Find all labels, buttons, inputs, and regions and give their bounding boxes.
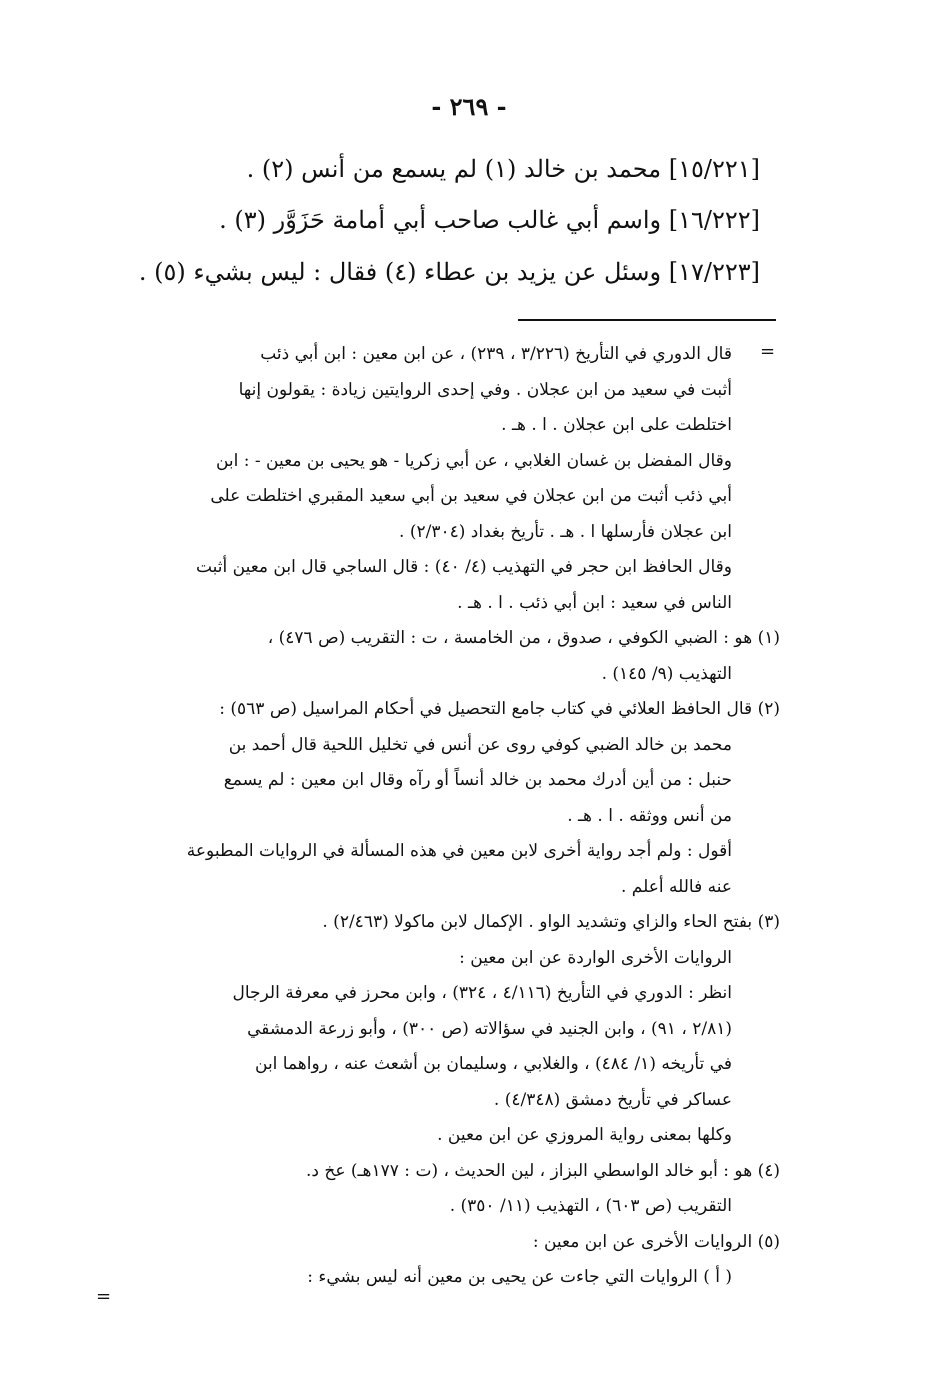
footnote-line: ابن عجلان فأرسلها ا . هـ . تأريخ بغداد (٢/٣٠٤) .	[399, 521, 732, 542]
footnote-line: (٢) قال الحافظ العلائي في كتاب جامع التحصيل في أحكام المراسيل (ص ٥٦٣) :	[219, 699, 780, 719]
footnote-line: عنه فالله أعلم .	[620, 876, 732, 897]
footnote-line: الروايات الأخرى الواردة عن ابن معين :	[459, 947, 732, 968]
main-text-line-1: [١٥/٢٢١] محمد بن خالد (١) لم يسمع من أنس (٢) .	[246, 155, 760, 183]
footnote-line: انظر : الدوري في التأريخ (٤/١١٦ ، ٣٢٤) ، وابن محرز في معرفة الرجال	[232, 983, 732, 1003]
footnote-line: (٥) الروايات الأخرى عن ابن معين :	[532, 1231, 780, 1252]
footnote-line: في تأريخه (١/ ٤٨٤) ، والغلابي ، وسليمان بن أشعث عنه ، رواهما ابن	[255, 1054, 732, 1074]
footnote-line: (١) هو : الضبي الكوفي ، صدوق ، من الخامسة ، ت : التقريب (ص ٤٧٦) ،	[267, 628, 780, 648]
footnotes	[92, 337, 780, 1296]
footnote-line: أقول : ولم أجد رواية أخرى لابن معين في هذه المسألة في الروايات المطبوعة	[186, 841, 732, 861]
main-text-line-3: [١٧/٢٢٣] وسئل عن يزيد بن عطاء (٤) فقال : ليس بشيء (٥) .	[138, 258, 760, 286]
footnote-line: وقال الحافظ ابن حجر في التهذيب (٤/ ٤٠) : قال الساجي قال ابن معين أثبت	[195, 557, 732, 577]
continuation-mark-bottom: =	[96, 1286, 112, 1307]
footnote-line: ( أ ) الروايات التي جاءت عن يحيى بن معين أنه ليس بشيء :	[307, 1267, 732, 1287]
footnote-line: الناس في سعيد : ابن أبي ذئب . ا . هـ .	[457, 592, 732, 613]
footnote-line: (٣) بفتح الحاء والزاي وتشديد الواو . الإكمال لابن ماكولا (٢/٤٦٣) .	[322, 912, 780, 932]
footnote-line: التقريب (ص ٦٠٣) ، التهذيب (١١/ ٣٥٠) .	[449, 1196, 732, 1216]
footnote-line: (٤) هو : أبو خالد الواسطي البزاز ، لين الحديث ، (ت : ١٧٧هـ) عخ د.	[306, 1160, 780, 1181]
footnote-line: حنبل : من أين أدرك محمد بن خالد أنساً أو رآه وقال ابن معين : لم يسمع	[223, 770, 732, 790]
footnote-line: وقال المفضل بن غسان الغلابي ، عن أبي زكريا - هو يحيى بن معين - : ابن	[215, 450, 732, 471]
main-text-line-2: [١٦/٢٢٢] واسم أبي غالب صاحب أبي أمامة حَزَوَّر (٣) .	[219, 206, 760, 234]
footnote-line: أبي ذئب أثبت من ابن عجلان في سعيد بن أبي سعيد المقبري اختلطت على	[210, 486, 732, 506]
footnote-line: قال الدوري في التأريخ (٣/٢٢٦ ، ٢٣٩) ، عن ابن معين : ابن أبي ذئب	[260, 344, 732, 364]
footnote-line: اختلطت على ابن عجلان . ا . هـ .	[501, 415, 732, 435]
continuation-mark-top: =	[760, 341, 776, 362]
footnote-line: محمد بن خالد الضبي كوفي روى عن أنس في تخليل اللحية قال أحمد بن	[228, 734, 732, 755]
footnote-line: (٢/٨١ ، ٩١) ، وابن الجنيد في سؤالاته (ص ٣٠٠) ، وأبو زرعة الدمشقي	[247, 1018, 732, 1039]
page-number: - ٢٦٩ -	[431, 92, 507, 121]
footnote-line: التهذيب (٩/ ١٤٥) .	[601, 663, 732, 684]
footnote-line: من أنس ووثقه . ا . هـ .	[567, 805, 732, 826]
footnote-line: أثبت في سعيد من ابن عجلان . وفي إحدى الروايتين زيادة : يقولون إنها	[238, 379, 732, 400]
footnote-separator	[518, 319, 776, 321]
footnote-line: عساكر في تأريخ دمشق (٤/٣٤٨) .	[493, 1089, 732, 1110]
footnote-line: وكلها بمعنى رواية المروزي عن ابن معين .	[437, 1125, 732, 1145]
